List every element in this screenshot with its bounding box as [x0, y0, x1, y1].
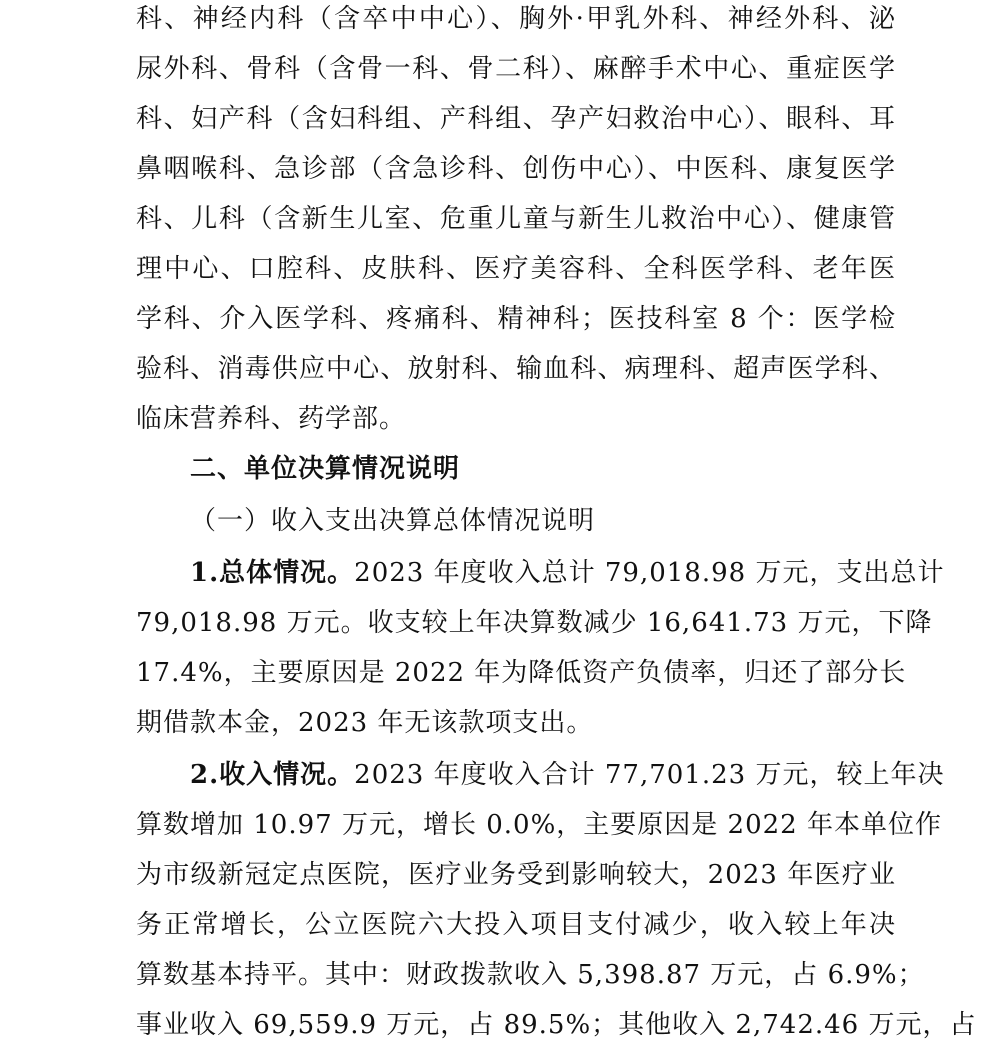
- section-heading: 二、单位决算情况说明: [190, 454, 461, 484]
- body-text-line: 科、妇产科（含妇科组、产科组、孕产妇救治中心）、眼科、耳: [136, 104, 896, 134]
- paragraph-first-line: [190, 548, 945, 598]
- body-text-line: 为市级新冠定点医院，医疗业务受到影响较大，2023 年医疗业: [136, 860, 896, 890]
- body-text-line: 事业收入 69,559.9 万元，占 89.5%；其他收入 2,742.46 万元，占: [136, 1010, 977, 1040]
- body-text-line: 务正常增长，公立医院六大投入项目支付减少，收入较上年决: [136, 910, 896, 940]
- paragraph-text: 2023 年度收入总计 79,018.98 万元，支出总计: [354, 558, 945, 588]
- body-text-line: 验科、消毒供应中心、放射科、输血科、病理科、超声医学科、: [136, 354, 896, 384]
- body-text-line: 鼻咽喉科、急诊部（含急诊科、创伤中心）、中医科、康复医学: [136, 154, 896, 184]
- paragraph-first-line: [190, 750, 945, 800]
- body-text-line: 学科、介入医学科、疼痛科、精神科；医技科室 8 个：医学检: [136, 304, 896, 334]
- body-text-line: 期借款本金，2023 年无该款项支出。: [136, 708, 594, 738]
- paragraph-text: 2023 年度收入合计 77,701.23 万元，较上年决: [354, 760, 945, 790]
- body-text-line: 算数基本持平。其中：财政拨款收入 5,398.87 万元，占 6.9%；: [136, 960, 925, 990]
- subsection-heading: （一）收入支出决算总体情况说明: [190, 506, 596, 536]
- paragraph-label: 2.收入情况。: [190, 760, 355, 790]
- body-text-line: 理中心、口腔科、皮肤科、医疗美容科、全科医学科、老年医: [136, 254, 896, 284]
- body-text-line: 17.4%，主要原因是 2022 年为降低资产负债率，归还了部分长: [136, 658, 907, 688]
- body-text-line: 尿外科、骨科（含骨一科、骨二科）、麻醉手术中心、重症医学: [136, 54, 896, 84]
- paragraph-label: 1.总体情况。: [190, 558, 355, 588]
- body-text-line: 科、神经内科（含卒中中心）、胸外·甲乳外科、神经外科、泌: [136, 4, 896, 34]
- body-text-line: 临床营养科、药学部。: [136, 404, 407, 434]
- body-text-line: 科、儿科（含新生儿室、危重儿童与新生儿救治中心）、健康管: [136, 204, 896, 234]
- body-text-line: 算数增加 10.97 万元，增长 0.0%，主要原因是 2022 年本单位作: [136, 810, 942, 840]
- body-text-line: 79,018.98 万元。收支较上年决算数减少 16,641.73 万元，下降: [136, 608, 933, 638]
